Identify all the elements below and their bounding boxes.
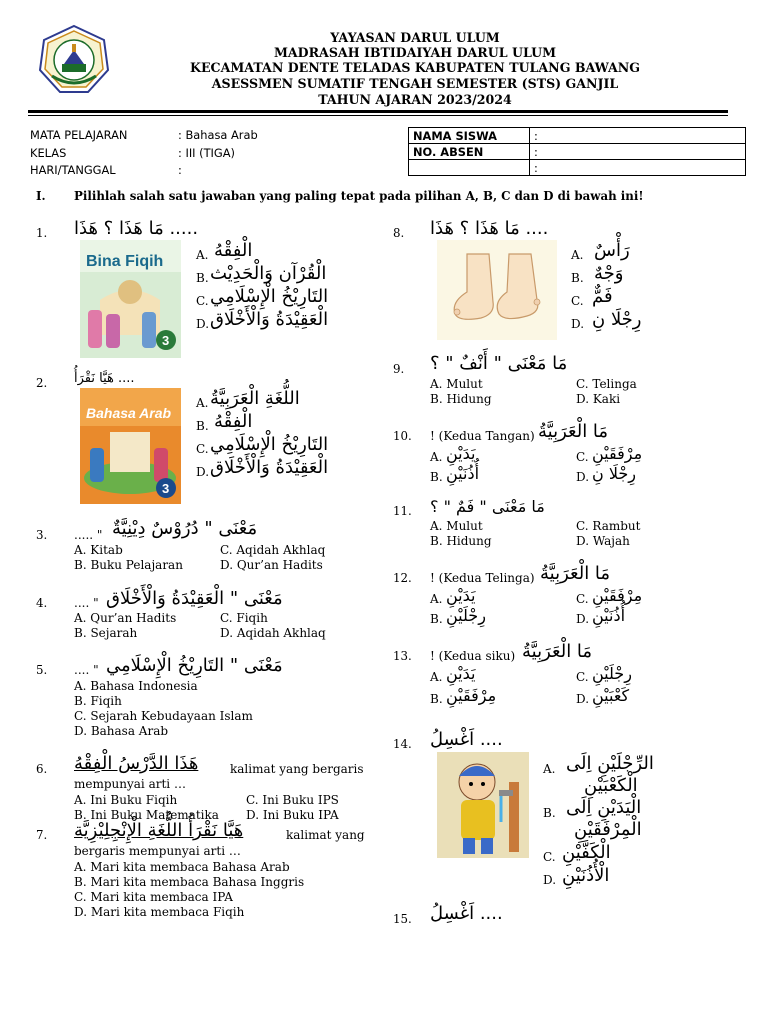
q1-option-b-letter: B. [196,271,209,285]
class-label: KELAS [30,146,67,160]
q13-number: 13. [393,649,412,663]
q10-option-a[interactable]: يَدَيْنِ [446,444,476,463]
q14-option-b-line1[interactable]: الْيَدَيْنِ اِلَى [566,797,642,818]
q6-option-d[interactable]: D. Ini Buku IPA [246,808,339,822]
q12-option-c[interactable]: مِرْفَقَيْنِ [592,586,643,605]
q3-option-b[interactable]: B. Buku Pelajaran [74,558,183,572]
section-number: I. [36,189,46,203]
header-line-4: ASESSMEN SUMATIF TENGAH SEMESTER (STS) GANJIL [211,76,619,91]
q13-option-a[interactable]: يَدَيْنِ [446,664,476,683]
q5-text: مَعْنَى " التَارِيْخُ الْإِسْلَامِي [106,655,283,676]
q4-option-c[interactable]: C. Fiqih [220,611,268,625]
q14-option-b-line2[interactable]: الْمِرْفَقَيْنِ [574,819,642,840]
q14-option-c[interactable]: الْكَفَّيْنِ [562,842,611,863]
q14-option-a-line1[interactable]: الرِّجْلَيْنِ اِلَى [566,753,654,774]
blank-label [409,160,530,176]
q10-option-a-letter: A. [430,450,443,464]
q11-text: مَا مَعْنَى " فَمٌ " ؟ [430,497,545,516]
q1-number: 1. [36,226,48,240]
q6-number: 6. [36,762,48,776]
q10-option-c-letter: C. [576,450,589,464]
q9-number: 9. [393,362,405,376]
q8-option-d[interactable]: رِجْلَا نِ [592,309,642,330]
q2-option-b[interactable]: الْفِقْهُ [214,411,253,432]
q7-option-c[interactable]: C. Mari kita membaca IPA [74,890,233,904]
q3-number: 3. [36,528,48,542]
q14-text: .... اَغْسِلُ [430,729,503,750]
q7-text-2: bergaris mempunyai arti … [74,844,241,858]
q2-option-c[interactable]: التَارِيْخُ الْإِسْلَامِي [210,434,329,455]
q7-option-a[interactable]: A. Mari kita membaca Bahasa Arab [74,860,290,874]
q3-option-c[interactable]: C. Aqidah Akhlaq [220,543,326,557]
q1-option-b[interactable]: الْقُرْآن وَالْحَدِيْث [210,263,327,284]
q2-option-a[interactable]: اللُّغَةِ الْعَرَبِيَّةُ [210,388,300,409]
q11-option-d[interactable]: D. Wajah [576,534,630,548]
q8-option-b-letter: B. [571,271,584,285]
q8-option-b[interactable]: وَجْهٌ [594,263,624,284]
q13-option-a-letter: A. [430,670,443,684]
q5-pre: .... " [74,663,99,677]
q4-option-d[interactable]: D. Aqidah Akhlaq [220,626,326,640]
q2-option-d[interactable]: الْعَقِيْدَةُ وَالْأَخْلَاق [210,457,329,478]
q14-option-c-letter: C. [543,850,556,864]
q3-option-d[interactable]: D. Qur’an Hadits [220,558,323,572]
q8-text: .... مَا هَذَا ؟ هَذَا [430,218,549,239]
q9-option-c[interactable]: C. Telinga [576,377,637,391]
q3-option-a[interactable]: A. Kitab [74,543,123,557]
q5-option-b[interactable]: B. Fiqih [74,694,122,708]
q2-option-d-letter: D. [196,465,210,479]
q12-option-b-letter: B. [430,612,443,626]
q9-option-d[interactable]: D. Kaki [576,392,621,406]
name-field[interactable]: : [530,128,746,144]
q13-pre: ! (Kedua siku) [430,649,516,663]
q1-option-c-letter: C. [196,294,209,308]
q11-option-c[interactable]: C. Rambut [576,519,641,533]
school-logo [38,24,110,96]
q8-option-d-letter: D. [571,317,585,331]
q6-text-1: kalimat yang bergaris [230,762,364,776]
q6-text-2: mempunyai arti … [74,777,186,791]
q4-pre: .... " [74,596,99,610]
q7-arabic-sentence: هَيَّا نَقْرَأُ اللُّغَةِ الْإِنْجِلِيْزِيَّة [74,820,244,841]
svg-text:Bahasa Arab: Bahasa Arab [86,405,172,421]
q4-text: مَعْنَى " الْعَقِيْدَةُ وَالْأَخْلَاق [106,588,283,609]
q12-pre: ! (Kedua Telinga) [430,571,535,585]
student-info-table [408,127,746,176]
q6-option-c[interactable]: C. Ini Buku IPS [246,793,339,807]
q5-option-a[interactable]: A. Bahasa Indonesia [74,679,198,693]
q14-option-d[interactable]: الْأُذُنَيْنِ [562,865,610,886]
q1-option-a[interactable]: الْفِقْهُ [214,240,253,261]
q14-option-a-line2[interactable]: الْكَعْبَيْنِ [584,775,638,796]
q9-option-b[interactable]: B. Hidung [430,392,492,406]
q14-option-b-letter: B. [543,806,556,820]
q12-option-d-letter: D. [576,612,590,626]
q1-option-d-letter: D. [196,317,210,331]
q12-number: 12. [393,571,412,585]
q12-text: مَا الْعَرَبِيَّةُ [540,563,611,584]
q12-option-a-letter: A. [430,592,443,606]
q13-option-c-letter: C. [576,670,589,684]
q2-number: 2. [36,376,48,390]
feet-picture [437,240,557,340]
bahasa-arab-book-cover [80,388,181,504]
q7-option-b[interactable]: B. Mari kita membaca Bahasa Inggris [74,875,305,889]
absen-field[interactable]: : [530,144,746,160]
svg-text:3: 3 [162,333,170,348]
section-instruction: Pilihlah salah satu jawaban yang paling tepat pada pilihan A, B, C dan D di bawah ini! [74,189,644,203]
date-label: HARI/TANGGAL [30,163,116,177]
q13-option-c[interactable]: رِجْلَيْنِ [592,664,632,683]
q13-option-b-letter: B. [430,692,443,706]
q4-option-b[interactable]: B. Sejarah [74,626,138,640]
q12-option-b[interactable]: رِجْلَيْنِ [446,606,486,625]
q2-option-a-letter: A. [196,396,209,410]
q10-option-d[interactable]: رِجْلَا نِ [592,464,636,483]
q14-number: 14. [393,737,412,751]
q9-text: مَا مَعْنَى " أَنْفٌ " ؟ [430,353,568,374]
q5-option-c[interactable]: C. Sejarah Kebudayaan Islam [74,709,253,723]
q3-text: مَعْنَى " دُرُوْسٌ دِيْنِيَّةٌ [112,518,258,539]
header-line-5: TAHUN AJARAN 2023/2024 [318,92,512,107]
q8-option-c[interactable]: فَمٌّ [592,286,613,307]
q15-text: .... اَغْسِلُ [430,903,503,924]
q13-option-b[interactable]: مِرْفَقَيْنِ [446,686,497,705]
q8-option-c-letter: C. [571,294,584,308]
name-label: NAMA SISWA [409,128,530,144]
svg-text:Bina Fiqih: Bina Fiqih [86,253,164,270]
subject-value: : Bahasa Arab [178,128,258,142]
q13-option-d[interactable]: كَعْبَيْنِ [592,686,630,705]
q11-option-b[interactable]: B. Hidung [430,534,492,548]
date-value: : [178,163,182,177]
child-washing-picture [437,752,529,858]
q10-pre: ! (Kedua Tangan) [430,429,535,443]
header-line-3: KECAMATAN DENTE TELADAS KABUPATEN TULANG BAWANG [190,60,640,75]
q8-option-a-letter: A. [571,248,584,262]
q5-number: 5. [36,663,48,677]
q13-text: مَا الْعَرَبِيَّةُ [522,641,593,662]
absen-label: NO. ABSEN [409,144,530,160]
q13-option-d-letter: D. [576,692,590,706]
header-line-1: YAYASAN DARUL ULUM [330,30,500,45]
q10-option-d-letter: D. [576,470,590,484]
class-value: : III (TIGA) [178,146,235,160]
q10-text: مَا الْعَرَبِيَّةُ [538,421,609,442]
q2-option-c-letter: C. [196,442,209,456]
q3-pre: ..... " [74,528,103,542]
q14-option-d-letter: D. [543,873,557,887]
q8-option-a[interactable]: رَأْسٌ [594,240,630,261]
q12-option-c-letter: C. [576,592,589,606]
q12-option-a[interactable]: يَدَيْنِ [446,586,476,605]
q12-option-d[interactable]: أُذُنَيْنِ [592,606,626,625]
blank-field[interactable]: : [530,160,746,176]
q10-option-b[interactable]: أُذُنَيْنِ [446,464,480,483]
q7-option-d[interactable]: D. Mari kita membaca Fiqih [74,905,245,919]
q2-text: .... هَيَّا نَقْرَأُ [74,371,135,386]
q7-text-1: kalimat yang [286,828,365,842]
q8-number: 8. [393,226,405,240]
header-rule-thin [28,115,728,116]
q6-option-b[interactable]: B. Ini Buku Matematika [74,808,219,822]
q15-number: 15. [393,912,412,926]
q6-option-a[interactable]: A. Ini Buku Fiqih [74,793,178,807]
fiqih-book-cover [80,240,181,358]
q5-option-d[interactable]: D. Bahasa Arab [74,724,169,738]
q6-arabic-sentence: هَذَا الدَّرْسُ الْفِقْهُ [74,753,199,774]
q1-text: ..... مَا هَذَا ؟ هَذَا [74,218,199,239]
q1-option-c[interactable]: التَارِيْخُ الْإِسْلَامِي [210,286,329,307]
q14-option-a-letter: A. [543,762,556,776]
q11-number: 11. [393,504,412,518]
header-rule-thick [28,110,728,113]
subject-label: MATA PELAJARAN [30,128,128,142]
q11-option-a[interactable]: A. Mulut [430,519,483,533]
q1-option-d[interactable]: الْعَقِيْدَةُ وَالْأَخْلَاق [210,309,329,330]
q4-number: 4. [36,596,48,610]
q1-option-a-letter: A. [196,248,209,262]
header-line-2: MADRASAH IBTIDAIYAH DARUL ULUM [273,45,557,60]
q10-option-b-letter: B. [430,470,443,484]
svg-text:3: 3 [162,481,170,496]
q10-number: 10. [393,429,412,443]
q4-option-a[interactable]: A. Qur’an Hadits [74,611,177,625]
q10-option-c[interactable]: مِرْفَقَيْنِ [592,444,643,463]
q9-option-a[interactable]: A. Mulut [430,377,483,391]
q2-option-b-letter: B. [196,419,209,433]
q7-number: 7. [36,828,48,842]
